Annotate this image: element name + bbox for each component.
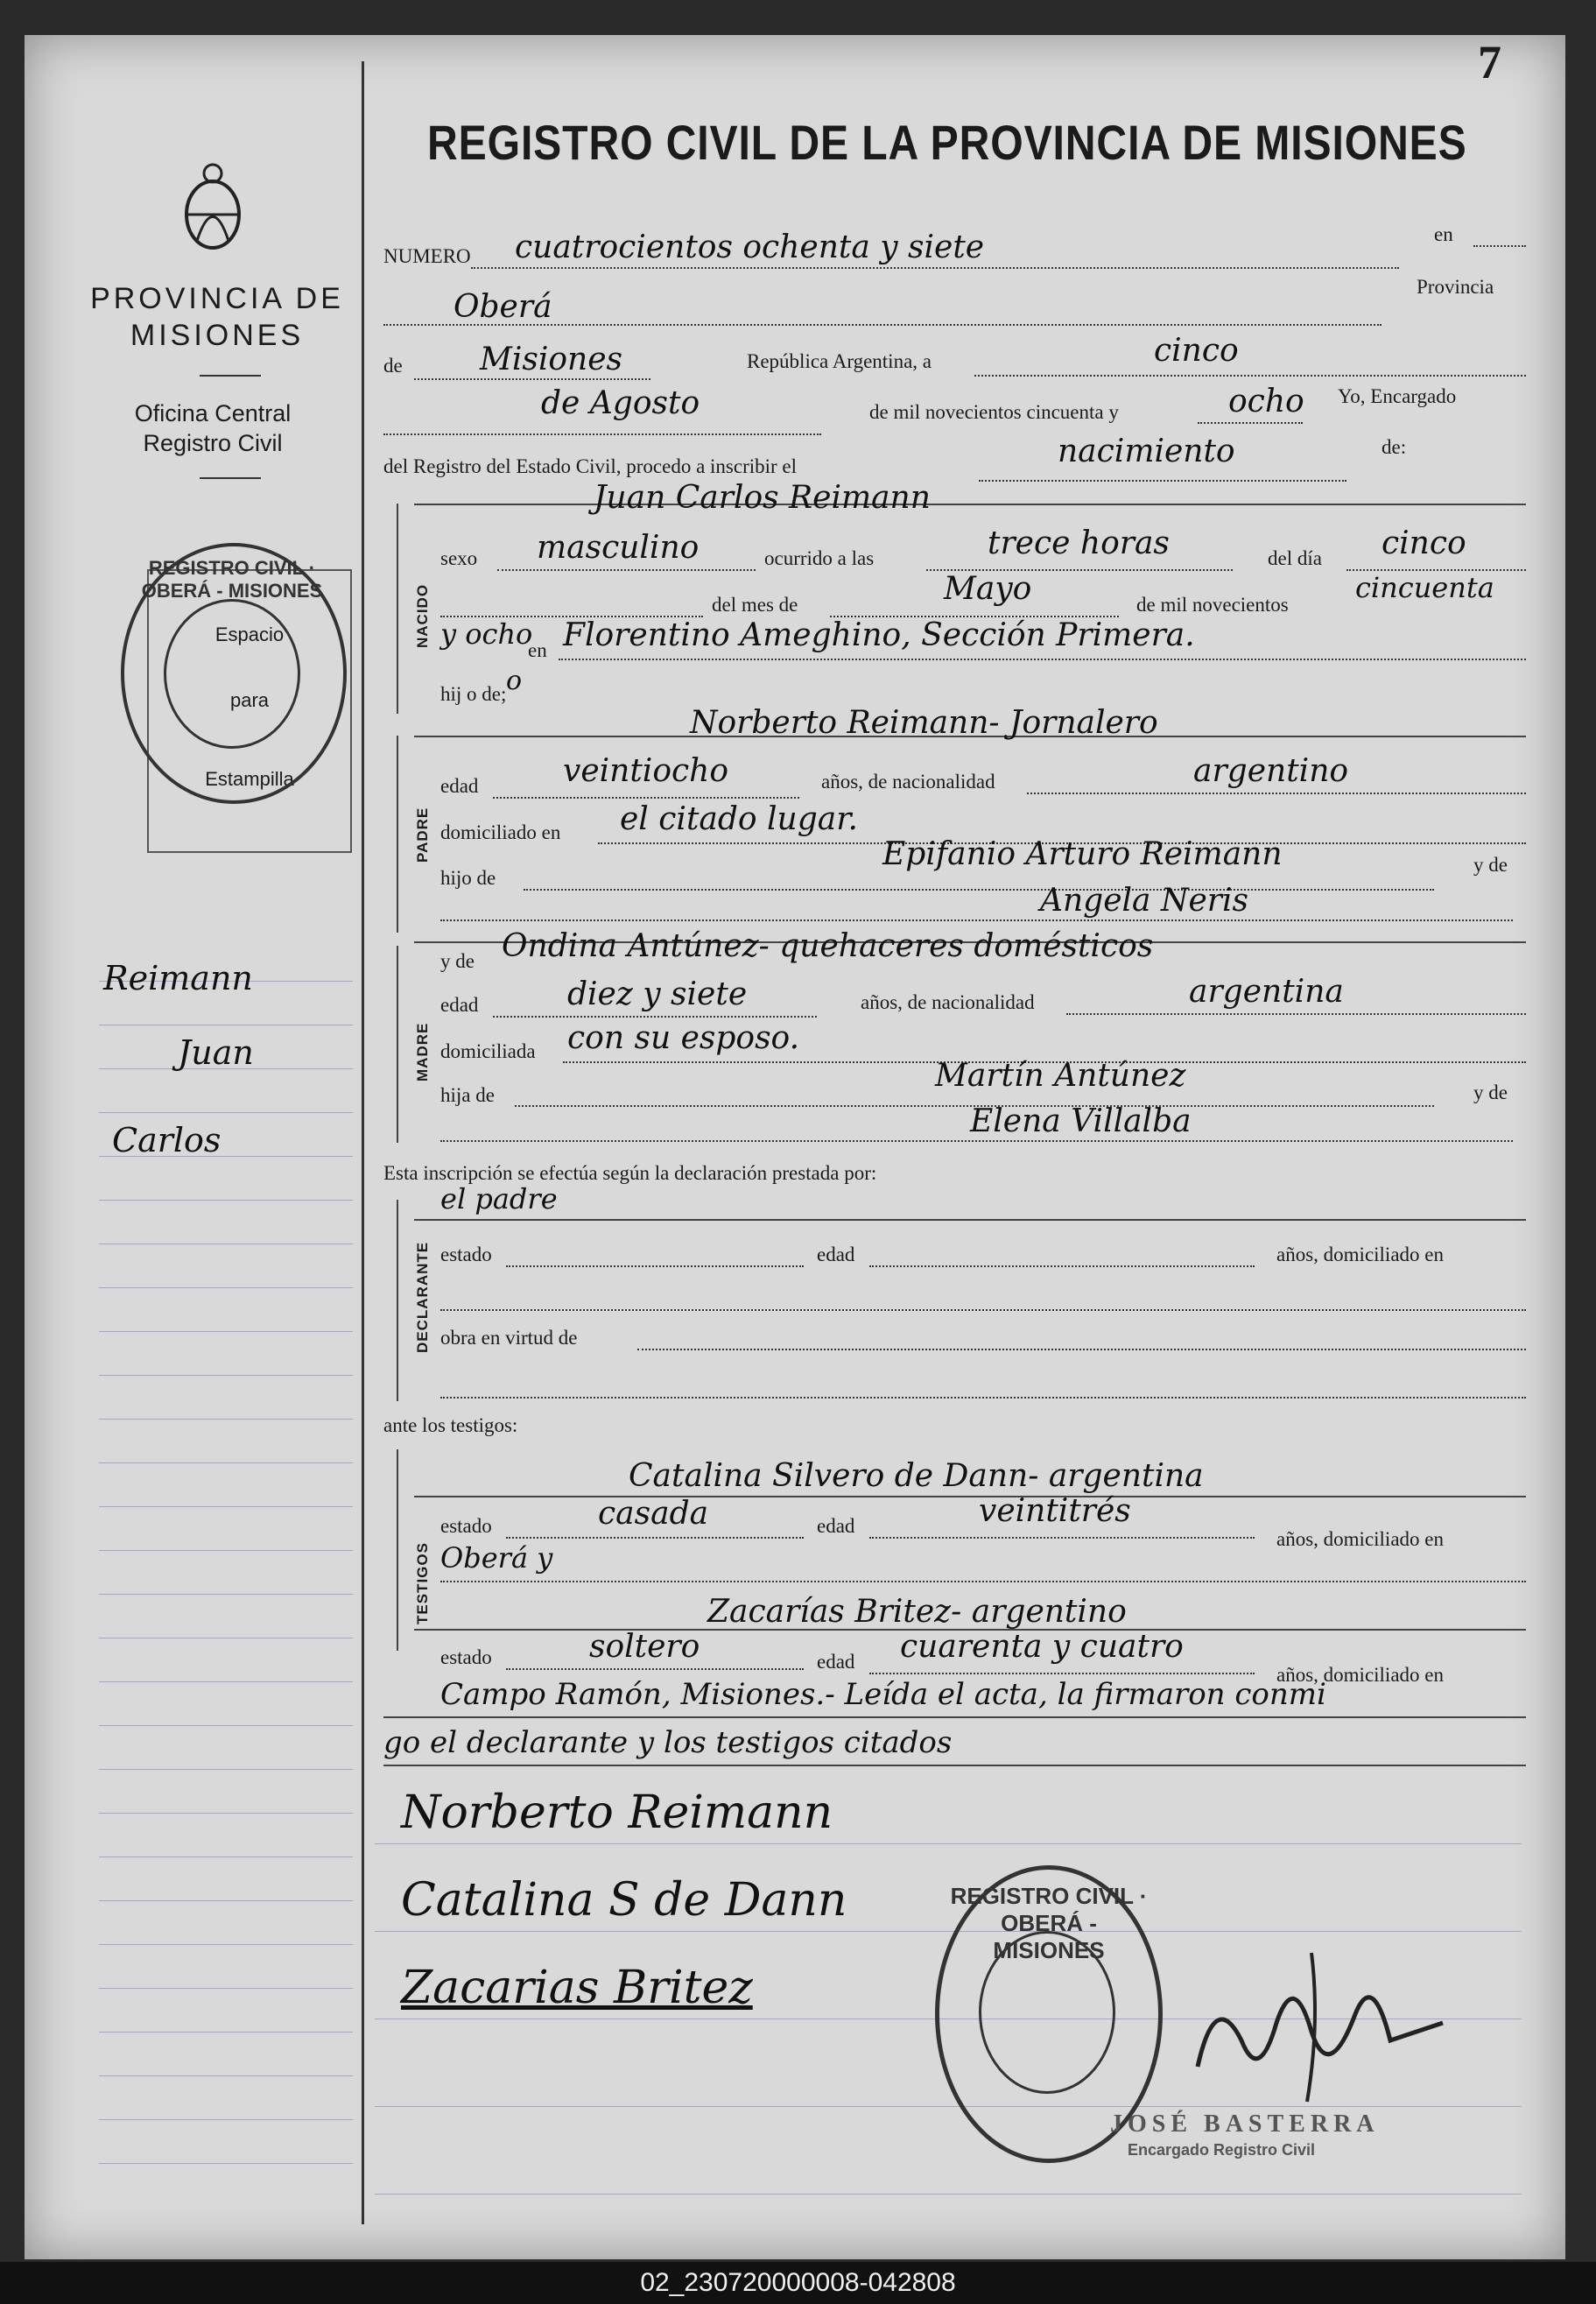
label-inscripcion: Esta inscripción se efectúa según la declaración prestada por: xyxy=(383,1162,877,1184)
dotted-line xyxy=(440,1581,1526,1582)
margin-line xyxy=(99,2119,353,2120)
value-mes-inscripcion: de Agosto xyxy=(541,385,700,421)
label-hijo-de-padre: hijo de xyxy=(440,867,496,889)
dotted-line xyxy=(1473,245,1526,247)
label-del-registro: del Registro del Estado Civil, procedo a inscribir el xyxy=(383,455,798,477)
label-estado-declarante: estado xyxy=(440,1244,492,1265)
value-dia: cinco xyxy=(1382,525,1466,561)
value-hijo-tipo: o xyxy=(506,666,523,696)
value-testigo-2: Zacarías Britez- argentino xyxy=(707,1594,1127,1630)
dotted-line xyxy=(506,1265,804,1267)
value-madre-edad: diez y siete xyxy=(567,976,748,1012)
label-y-de-padre: y de xyxy=(1473,854,1508,876)
block-rule xyxy=(397,736,398,933)
value-nombre: Juan Carlos Reimann xyxy=(594,480,931,516)
value-padre-nacionalidad: argentino xyxy=(1193,753,1349,789)
value-dia-inscripcion: cinco xyxy=(1154,333,1239,369)
ruled-line xyxy=(375,1843,1522,1844)
dotted-line xyxy=(414,378,650,380)
margin-line xyxy=(99,1944,353,1945)
margin-line xyxy=(99,1200,353,1201)
value-acto: nacimiento xyxy=(1058,433,1235,469)
margin-line xyxy=(99,1813,353,1814)
stamp-box-line-3: Estampilla xyxy=(205,768,294,790)
label-domiciliada: domiciliada xyxy=(440,1040,536,1062)
label-en: en xyxy=(1434,223,1453,245)
dotted-line xyxy=(974,375,1526,377)
dotted-line xyxy=(383,433,821,435)
value-declarante: el padre xyxy=(440,1182,558,1215)
signature-testigo-2: Zacarias Britez xyxy=(401,1962,753,2014)
rule xyxy=(414,504,1526,505)
label-del-mes: del mes de xyxy=(712,594,798,616)
margin-line xyxy=(99,1375,353,1376)
label-estado-testigo-1: estado xyxy=(440,1515,492,1537)
dotted-line xyxy=(506,1537,804,1539)
label-provincia: Provincia xyxy=(1417,276,1494,298)
dotted-line xyxy=(440,1309,1526,1311)
label-edad-testigo-1: edad xyxy=(817,1515,855,1537)
block-rule xyxy=(397,1449,398,1651)
dotted-line xyxy=(869,1265,1255,1267)
office-seal-stamp xyxy=(121,543,347,804)
value-anio-nac: cincuenta xyxy=(1355,571,1494,604)
label-ocurrido: ocurrido a las xyxy=(764,547,875,569)
label-republica: República Argentina, a xyxy=(747,350,932,372)
value-provincia: Misiones xyxy=(480,342,623,377)
value-lugar-nacimiento: Florentino Ameghino, Sección Primera. xyxy=(563,617,1195,653)
margin-second-name: Carlos xyxy=(112,1121,221,1159)
label-edad-padre: edad xyxy=(440,775,479,797)
label-yo-encargado: Yo, Encargado xyxy=(1338,385,1457,407)
signature-testigo-1: Catalina S de Dann xyxy=(401,1874,847,1927)
page-title: REGISTRO CIVIL DE LA PROVINCIA DE MISIONES xyxy=(427,115,1467,170)
margin-line xyxy=(99,1594,353,1595)
value-testigo-1-edad: veintitrés xyxy=(979,1493,1131,1529)
label-de-mil: de mil novecientos cincuenta y xyxy=(869,401,1119,423)
label-declarante: DECLARANTE xyxy=(414,1241,431,1353)
rule xyxy=(383,1716,1526,1718)
value-lugar: Oberá xyxy=(453,289,552,325)
value-madre-nacionalidad: argentina xyxy=(1189,974,1344,1010)
margin-line xyxy=(99,1112,353,1113)
margin-line xyxy=(99,1287,353,1288)
label-edad-declarante: edad xyxy=(817,1244,855,1265)
label-anos-dom-testigo-1: años, domiciliado en xyxy=(1276,1528,1444,1550)
margin-line xyxy=(99,1988,353,1989)
official-signature-icon xyxy=(1180,1935,1460,2119)
province-title: PROVINCIA DE MISIONES xyxy=(90,282,344,352)
value-abuela-materna: Elena Villalba xyxy=(970,1103,1192,1139)
dotted-line xyxy=(440,919,1513,921)
label-domiciliado-padre: domiciliado en xyxy=(440,821,561,843)
margin-line xyxy=(99,1506,353,1507)
label-testigos: TESTIGOS xyxy=(414,1542,431,1624)
official-name: JOSÉ BASTERRA xyxy=(1110,2110,1380,2138)
divider xyxy=(200,375,261,377)
label-nacionalidad-padre: años, de nacionalidad xyxy=(821,771,995,793)
block-rule xyxy=(397,504,398,714)
margin-line xyxy=(99,1550,353,1551)
label-y-de-madre-2: y de xyxy=(1473,1082,1508,1103)
label-en-lugar: en xyxy=(528,639,547,661)
dotted-line xyxy=(869,1673,1255,1674)
dotted-line xyxy=(869,1537,1255,1539)
value-madre: Ondina Antúnez- quehaceres domésticos xyxy=(502,928,1154,964)
value-testigo-2-estado: soltero xyxy=(589,1629,700,1665)
value-hora: trece horas xyxy=(988,525,1170,561)
value-padre-edad: veintiocho xyxy=(563,753,729,789)
label-madre: MADRE xyxy=(414,1022,431,1082)
label-sexo: sexo xyxy=(440,547,478,569)
value-testigo-1-estado: casada xyxy=(598,1496,709,1532)
value-madre-domicilio: con su esposo. xyxy=(567,1020,800,1056)
dotted-line xyxy=(637,1349,1526,1350)
coat-of-arms-icon xyxy=(178,158,248,254)
value-testigo-1-domicilio: Oberá y xyxy=(440,1541,553,1575)
label-del-dia: del día xyxy=(1268,547,1322,569)
dotted-line xyxy=(1198,422,1303,424)
value-abuelo-paterno: Epifanio Arturo Reimann xyxy=(882,836,1283,872)
value-testigo-1: Catalina Silvero de Dann- argentina xyxy=(629,1458,1204,1494)
rule xyxy=(383,1765,1526,1766)
office-line-2: Registro Civil xyxy=(143,430,283,456)
label-anos-dom-declarante: años, domiciliado en xyxy=(1276,1244,1444,1265)
footer-id: 02_230720000008-042808 xyxy=(0,2262,1596,2304)
label-de-mil-2: de mil novecientos xyxy=(1136,594,1289,616)
value-sexo: masculino xyxy=(537,530,700,566)
dotted-line xyxy=(1066,1013,1526,1015)
dotted-line xyxy=(524,889,1434,891)
margin-line xyxy=(99,2075,353,2076)
office-line-1: Oficina Central xyxy=(134,400,292,426)
label-nacionalidad-madre: años, de nacionalidad xyxy=(861,991,1035,1013)
value-abuela-paterna: Angela Neris xyxy=(1040,883,1248,919)
dotted-line xyxy=(497,569,756,571)
label-anos-dom-testigo-2: años, domiciliado en xyxy=(1276,1664,1444,1686)
seal-ring-text: REGISTRO CIVIL · OBERÁ - MISIONES xyxy=(950,1883,1148,1963)
margin-line xyxy=(99,1725,353,1726)
dotted-line xyxy=(440,1397,1526,1399)
dotted-line xyxy=(493,797,799,799)
margin-line xyxy=(99,1681,353,1682)
value-padre: Norberto Reimann- Jornalero xyxy=(690,705,1158,741)
label-nacido: NACIDO xyxy=(414,583,431,648)
label-padre: PADRE xyxy=(414,807,431,863)
label-numero: NUMERO xyxy=(383,245,471,267)
value-numero: cuatrocientos ochenta y siete xyxy=(515,229,985,265)
rule xyxy=(414,1496,1526,1497)
value-testigo-2-edad: cuarenta y cuatro xyxy=(900,1629,1184,1665)
label-estado-testigo-2: estado xyxy=(440,1646,492,1668)
ruled-line xyxy=(375,2194,1522,2195)
margin-line xyxy=(99,1462,353,1463)
stamp-box-line-1: Espacio xyxy=(214,624,285,645)
margin-rule xyxy=(362,61,364,2224)
margin-line xyxy=(99,1331,353,1332)
dotted-line xyxy=(559,659,1526,660)
label-de-colon: de: xyxy=(1382,436,1407,458)
block-rule xyxy=(397,946,398,1143)
dotted-line xyxy=(506,1668,804,1670)
stamp-box-line-2: para xyxy=(229,689,270,711)
block-rule xyxy=(397,1200,398,1401)
margin-line xyxy=(99,1900,353,1901)
dotted-line xyxy=(493,1016,817,1018)
dotted-line xyxy=(471,267,1399,269)
seal-inner-ring xyxy=(164,599,300,749)
margin-line xyxy=(99,2032,353,2033)
margin-line xyxy=(99,2163,353,2164)
signature-declarante: Norberto Reimann xyxy=(401,1786,833,1839)
margin-surname: Reimann xyxy=(103,959,253,997)
label-hija-de: hija de xyxy=(440,1084,495,1106)
value-mes: Mayo xyxy=(944,571,1032,607)
label-de: de xyxy=(383,355,403,377)
margin-line xyxy=(99,1769,353,1770)
label-ante: ante los testigos: xyxy=(383,1414,518,1436)
page-number: 7 xyxy=(1478,36,1501,88)
value-padre-domicilio: el citado lugar. xyxy=(620,801,858,837)
value-testigo-2-domicilio: Campo Ramón, Misiones.- Leída el acta, la firmaron conmi xyxy=(440,1677,1326,1712)
rule xyxy=(414,1219,1526,1221)
official-role: Encargado Registro Civil xyxy=(1128,2141,1316,2159)
seal-ring-text: REGISTRO CIVIL · OBERÁ - MISIONES xyxy=(141,557,323,602)
document-page xyxy=(25,35,1565,2259)
label-edad-madre: edad xyxy=(440,994,479,1016)
label-y-de-madre: y de xyxy=(440,950,475,972)
dotted-line xyxy=(1027,793,1526,794)
margin-first-name: Juan xyxy=(178,1033,254,1072)
divider xyxy=(200,477,261,479)
value-anio: ocho xyxy=(1228,384,1304,419)
office-label xyxy=(103,398,322,458)
dotted-line xyxy=(979,480,1346,482)
value-anio-nac-cont: y ocho xyxy=(440,617,533,651)
margin-line xyxy=(99,1419,353,1420)
label-edad-testigo-2: edad xyxy=(817,1651,855,1673)
label-hijo-de: hij o de; xyxy=(440,683,507,705)
dotted-line xyxy=(440,1140,1513,1142)
value-abuelo-materno: Martín Antúnez xyxy=(935,1058,1186,1094)
value-cierre: go el declarante y los testigos citados xyxy=(383,1725,953,1760)
label-obra: obra en virtud de xyxy=(440,1327,578,1349)
